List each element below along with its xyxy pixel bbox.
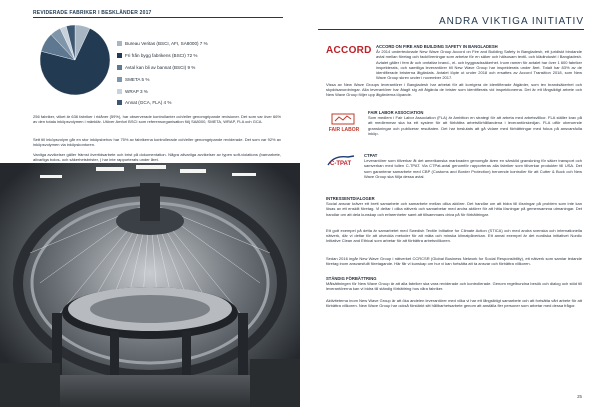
ctpat-heading: CTPAT [364, 153, 378, 158]
fla-logo [326, 112, 362, 134]
legend-label: WRAP 3 % [125, 88, 148, 94]
accord-heading: ACCORD ON FIRE AND BUILDING SAFETY IN BANGLADESH [376, 44, 498, 49]
improvement-section [326, 276, 582, 292]
legend-swatch [117, 100, 122, 105]
fla-logo-text: FAIR LABOR [328, 127, 360, 133]
accord-section [376, 44, 582, 80]
legend-item [117, 85, 208, 97]
improvement-text-1: Målsättningen för New Wave Group är att alla fabriker ska vara reviderade och kontrollerade. Genom regelbundna besök och dialog och stöd till leverantörerna kan vi bidra till ständig förbättring hos våra fabriker. [326, 281, 582, 292]
accord-logo [326, 43, 374, 56]
legend-swatch [117, 89, 122, 94]
right-header: ANDRA VIKTIGA INITIATIV [318, 16, 584, 30]
accord-logo-text: ACCORD [326, 45, 372, 56]
ctpat-logo-text: C-TPAT [330, 161, 352, 167]
intressent-text-3: Sedan 2016 ingår New Wave Group i nätverket CCRCSR (Global Business Network for Social Responsibility), ett nätverk som samlar ledande företag inom ansvarsfullt företagande. Här får vi kunskap om hur vi kan fortsätta att ta ansvar och förbättra villkoren. [326, 256, 582, 267]
pie-legend [117, 38, 208, 109]
intressent-heading: INTRESSENTDIALOGER [326, 196, 375, 201]
improvement-heading: STÄNDIG FÖRBÄTTRING [326, 276, 377, 281]
left-paragraph-1: 256 fabriker, vilket är 636 fabriker i ridåner (59%), har observerade kontrollanter och/eller genomgripande revisioner. Det som var över 66% av den totala inköpsvolymen i mänklär. Utöver Amfori BSCI som referensorganisation följ SA8000, SMETA, WRAP, FLA och GCA. [33, 114, 281, 125]
accord-text-2: Vissa av New Wave Groups leverantörer i Bangladesh har arbetat för att korrigera de identifierade åtgärder, som tex brandsäkerhet och skyddsanordningar. Alla leverantörer har åtagit sig att åtgärda de brister som identifierats vid inspektionerna. Det är ett långsiktigt arbete och New Wave Group följer upp åtgärderna löpande. [326, 82, 582, 98]
legend-label: Fri från bygg fabrikens (BSCI) 72 % [125, 53, 198, 59]
legend-label: SMETA 5 % [125, 76, 150, 82]
improvement-text-2: Aktiviteterna inom New Wave Group är att öka andelen leverantörer med vilka vi har ett långsiktigt samarbete och att fortsätta vårt arbete för att förbättra villkoren. New Wave Group har också förstärkt sitt hållbarhetsarbete genom att anställa fler personer som arbetar med dessa frågor. [326, 298, 582, 309]
legend-item [117, 62, 208, 74]
legend-swatch [117, 53, 122, 58]
intressent-text-2: Ett gott exempel på detta är samarbetet med Swedish Textile Initiative for Climate Action (STICA) och med andra svenska och internationella nätverk, där vi deltar för att utveckla metoder för att mäta och minska klimatpåverkan. Ett annat exempel är det nordiska initiativet Nordic Initiative Clean and Ethical som arbetar för att förbättra arbetsvillkoren. [326, 228, 582, 244]
fla-heading: FAIR LABOR ASSOCIATION [368, 110, 424, 115]
intressent-section [326, 196, 582, 217]
left-header: REVIDERADE FABRIKER I BESKLÄNDER 2017 [33, 10, 283, 18]
left-paragraph-3: Vanliga avvikelser gäller främst övertidsarbete och brist på dokumentation. Några allvarliga avvikelser av typen soft-violations (barnarbete, allvarliga bolos- och säkerhetsbrister, ) har inte rapporterats under året. [33, 152, 281, 163]
intressent-text-1: Social ansvar kräver ett brett samarbete och samarbete mellan olika aktörer. Det handlar om att bidra till lösningar på problem som inte kan lösas av ett enskilt företag. Vi deltar i olika nätverk och samarbetar med andra aktörer för att hitta lösningar på gemensamma utmaningar. Det handlar om att dela kunskap och erfarenheter samt att tillsammans driva på för förbättringar. [326, 201, 582, 217]
factory-photo [0, 163, 300, 407]
legend-swatch [117, 65, 122, 70]
ctpat-section [364, 153, 582, 179]
legend-swatch [117, 77, 122, 82]
legend-label: Annat (GCA, FLA) 4 % [125, 100, 172, 106]
legend-item [117, 50, 208, 62]
legend-swatch [117, 41, 122, 46]
pie-chart [40, 25, 110, 95]
legend-label: Avtal kan bli av bannat (BSCI) 9 % [125, 64, 196, 70]
accord-text: År 2014 undertecknade New Wave Group Accord on Fire and Building Safety in Bangladesh, ett juridiskt bindande avtal mellan företag och fackföreningar som arbetar för en säker och hälsosam textil- och klädindustri i Bangladesh. Avtalet gäller i fem år och omfattar brand-, el- och byggnadssäkerhet. Inom ramen för avtalet har över 1 600 fabriker inspekterats, och samtliga leverantörer till New Wave Group har inspekterats under året. Totalt har 83% av de identifierade bristerna åtgärdats. Avtalet löpte ut under 2018 och ersattes av Accord Transition 2018, som New Wave Group skrev under i november 2017. [376, 49, 582, 81]
legend-item [117, 97, 208, 109]
legend-label: Bureau Veritas (BSCI, AFI, SA8000) 7 % [125, 41, 208, 47]
left-paragraph-2: Sett till inköpsvolym går en stor inköpsbehov har 75% av fabrikerna kontrollerade och/eller genomgripande reviderade. Det som var 92% av inköpsvolymen via inköpskontoren. [33, 137, 281, 148]
fla-section [368, 110, 582, 136]
ctpat-text: Leverantörer som tillverkar åt det amerikanska marknaden genomgår även en särskild granskning för säker transport och samverkan med tullen C-TPAT. Via CTPat-avtal genomför rapporteras alla fabriker som tillverkar produkter till USA. Det som garanterar samarbete med CBP (Customs and Border Protection) beroende kontroller för att Cutter & Buck och New Wave Group ska följa dessa avtal. [364, 158, 582, 179]
page-number: 25 [577, 394, 582, 399]
legend-item [117, 73, 208, 85]
legend-item [117, 38, 208, 50]
fla-text: Som medlem i Fair Labor Association (FLA) är Ambition en strategi för att arbeta med arbetsvillkor. FLA ställer krav på att medlemmar ska ha ett system för att förbättra arbetsförhållandena i leverantörskedjan. FLA utför oberoende granskningar och publicerar resultaten. Det har beslutats att gå vidare med förbättringar med fokus på ansvarsfulla inköp. [368, 115, 582, 136]
ctpat-logo [326, 153, 356, 168]
